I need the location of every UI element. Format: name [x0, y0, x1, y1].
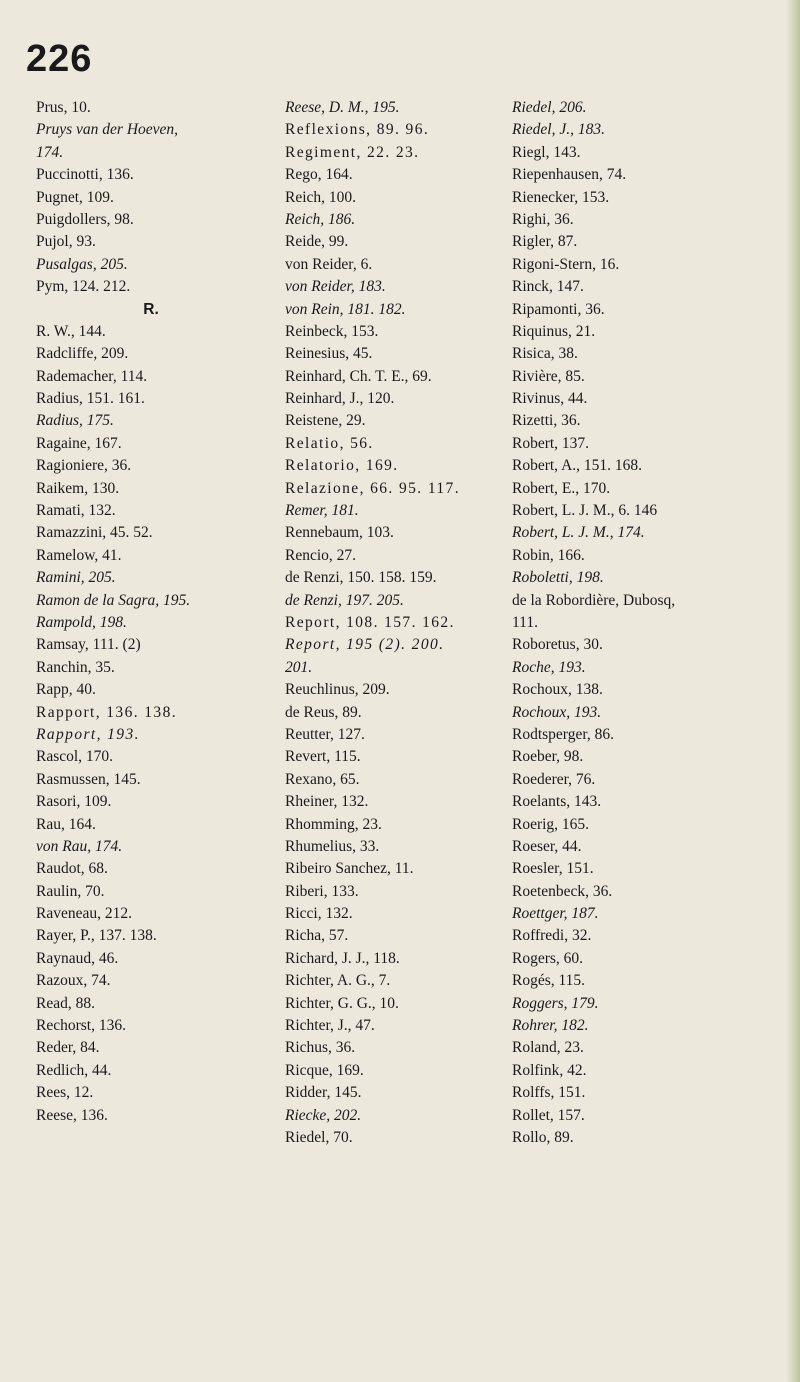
- index-entry: Robert, 137.: [512, 434, 590, 452]
- index-entry: Radius, 175.: [36, 412, 114, 430]
- index-entry: Pugnet, 109.: [36, 188, 114, 206]
- index-entry: Reinhard, J., 120.: [285, 390, 395, 408]
- index-entry: Rogés, 115.: [512, 972, 586, 990]
- index-entry: de Renzi, 197. 205.: [285, 591, 404, 609]
- index-entry: 201.: [285, 658, 313, 676]
- index-column-3: [512, 97, 782, 1149]
- index-entry: Reflexions, 89. 96.: [285, 121, 430, 139]
- index-entry: Ricci, 132.: [285, 905, 353, 923]
- index-entry: Reese, D. M., 195.: [285, 99, 400, 116]
- index-entry: Roboretus, 30.: [512, 636, 603, 654]
- index-entry: Regiment, 22. 23.: [285, 143, 420, 161]
- index-entry: Rochoux, 193.: [512, 703, 602, 721]
- page-number: 226: [26, 38, 93, 80]
- index-entry: Rivière, 85.: [512, 367, 585, 385]
- index-entry: Richter, A. G., 7.: [285, 972, 391, 990]
- index-entry: Rasori, 109.: [36, 793, 112, 811]
- index-column-2: [285, 97, 545, 1149]
- index-entry: Richter, G. G., 10.: [285, 994, 399, 1012]
- index-entry: Rennebaum, 103.: [285, 524, 394, 542]
- index-entry: von Rau, 174.: [36, 837, 123, 855]
- index-entry: Rees, 12.: [36, 1084, 94, 1102]
- index-entry: 111.: [512, 613, 538, 631]
- index-entry: Pruys van der Hoeven,: [36, 121, 179, 139]
- index-entry: Richus, 36.: [285, 1039, 356, 1057]
- index-entry: Robert, L. J. M., 6. 146: [512, 502, 658, 520]
- index-entry: Rizetti, 36.: [512, 412, 581, 430]
- index-entry: Report, 195 (2). 200.: [285, 636, 445, 654]
- index-entry: Ripamonti, 36.: [512, 300, 605, 318]
- index-entry: R. W., 144.: [36, 322, 106, 340]
- index-entry: de Reus, 89.: [285, 703, 362, 721]
- index-entry: Rapport, 193.: [36, 725, 140, 743]
- index-entry: Richard, J. J., 118.: [285, 949, 400, 967]
- index-entry: Reinesius, 45.: [285, 345, 373, 363]
- index-entry: Ridder, 145.: [285, 1084, 362, 1102]
- index-entry: von Reider, 183.: [285, 278, 386, 296]
- index-entry: Roeber, 98.: [512, 748, 584, 766]
- index-entry: Rheiner, 132.: [285, 793, 369, 811]
- index-entry: Raynaud, 46.: [36, 949, 119, 967]
- index-entry: de la Robordière, Dubosq,: [512, 591, 676, 609]
- index-entry: Ribeiro Sanchez, 11.: [285, 860, 414, 878]
- index-entry: Ramati, 132.: [36, 502, 116, 520]
- index-entry: Rolffs, 151.: [512, 1084, 586, 1102]
- index-entry: Riecke, 202.: [285, 1106, 362, 1124]
- index-entry: Richa, 57.: [285, 927, 349, 945]
- index-entry: Roche, 193.: [512, 658, 586, 676]
- index-entry: Roerig, 165.: [512, 815, 590, 833]
- index-entry: Rego, 164.: [285, 166, 353, 184]
- index-entry: Robert, L. J. M., 174.: [512, 524, 645, 542]
- index-entry: Roboletti, 198.: [512, 569, 604, 587]
- index-entry: Rascol, 170.: [36, 748, 114, 766]
- index-entry: Rapp, 40.: [36, 681, 96, 699]
- index-entry: Righi, 36.: [512, 210, 574, 228]
- index-entry: Puccinotti, 136.: [36, 166, 134, 184]
- index-entry: Rechorst, 136.: [36, 1017, 126, 1035]
- index-entry: Ramelow, 41.: [36, 546, 122, 564]
- index-entry: Rigoni-Stern, 16.: [512, 255, 620, 273]
- index-entry: Rohrer, 182.: [512, 1017, 589, 1035]
- index-entry: Raulin, 70.: [36, 882, 105, 900]
- index-entry: Revert, 115.: [285, 748, 361, 766]
- index-entry: Rienecker, 153.: [512, 188, 610, 206]
- index-entry: Reder, 84.: [36, 1039, 100, 1057]
- index-entry: Roelants, 143.: [512, 793, 602, 811]
- index-entry: Raudot, 68.: [36, 860, 108, 878]
- index-entry: Riedel, J., 183.: [512, 121, 605, 139]
- index-entry: Redlich, 44.: [36, 1061, 112, 1079]
- index-entry: Reide, 99.: [285, 233, 349, 251]
- index-entry: Radius, 151. 161.: [36, 390, 145, 408]
- index-entry: Roland, 23.: [512, 1039, 584, 1057]
- index-entry: Rencio, 27.: [285, 546, 357, 564]
- index-entry: Riedel, 70.: [285, 1128, 353, 1146]
- index-entry: Risica, 38.: [512, 345, 578, 363]
- index-entry: Riepenhausen, 74.: [512, 166, 627, 184]
- index-entry: Riedel, 206.: [512, 99, 587, 116]
- index-entry: Riquinus, 21.: [512, 322, 596, 340]
- index-entry: Reese, 136.: [36, 1106, 108, 1124]
- index-entry: Roederer, 76.: [512, 770, 596, 788]
- index-entry: Reinbeck, 153.: [285, 322, 379, 340]
- index-entry: Roeser, 44.: [512, 837, 582, 855]
- index-entry: Ragaine, 167.: [36, 434, 122, 452]
- index-entry: Rochoux, 138.: [512, 681, 603, 699]
- index-entry: Radcliffe, 209.: [36, 345, 129, 363]
- index-entry: Rolfink, 42.: [512, 1061, 587, 1079]
- index-entry: Read, 88.: [36, 994, 95, 1012]
- index-entry: Rasmussen, 145.: [36, 770, 141, 788]
- index-entry: Robin, 166.: [512, 546, 585, 564]
- index-entry: Reuchlinus, 209.: [285, 681, 390, 699]
- index-entry: Rampold, 198.: [36, 613, 127, 631]
- index-entry: Rhomming, 23.: [285, 815, 382, 833]
- index-entry: Raveneau, 212.: [36, 905, 132, 923]
- index-entry: Reich, 100.: [285, 188, 357, 206]
- index-entry: Rhumelius, 33.: [285, 837, 380, 855]
- index-entry: Prus, 10.: [36, 99, 91, 116]
- index-entry: Rivinus, 44.: [512, 390, 588, 408]
- index-entry: 174.: [36, 143, 64, 161]
- index-entry: Ragioniere, 36.: [36, 457, 132, 475]
- index-entry: Pusalgas, 205.: [36, 255, 128, 273]
- index-entry: Reich, 186.: [285, 210, 356, 228]
- section-letter-heading: R.: [143, 300, 159, 318]
- index-entry: Rodtsperger, 86.: [512, 725, 614, 743]
- index-entry: Puigdollers, 98.: [36, 210, 134, 228]
- index-entry: Riberi, 133.: [285, 882, 359, 900]
- index-entry: Rau, 164.: [36, 815, 96, 833]
- index-entry: Riegl, 143.: [512, 143, 581, 161]
- index-entry: Richter, J., 47.: [285, 1017, 375, 1035]
- index-entry: Pym, 124. 212.: [36, 278, 131, 296]
- index-entry: Roffredi, 32.: [512, 927, 592, 945]
- index-column-1: [36, 97, 296, 1127]
- index-entry: Reistene, 29.: [285, 412, 366, 430]
- index-entry: von Rein, 181. 182.: [285, 300, 406, 318]
- index-entry: Ramsay, 111. (2): [36, 636, 141, 654]
- index-entry: Rayer, P., 137. 138.: [36, 927, 157, 945]
- index-entry: Roetenbeck, 36.: [512, 882, 613, 900]
- index-entry: Pujol, 93.: [36, 233, 96, 251]
- index-entry: von Reider, 6.: [285, 255, 373, 273]
- index-entry: Robert, E., 170.: [512, 479, 611, 497]
- index-entry: Relatorio, 169.: [285, 457, 399, 475]
- index-entry: Ricque, 169.: [285, 1061, 364, 1079]
- index-entry: Rademacher, 114.: [36, 367, 148, 385]
- index-entry: Rollet, 157.: [512, 1106, 585, 1124]
- index-entry: Roggers, 179.: [512, 994, 599, 1012]
- index-entry: Ramini, 205.: [36, 569, 116, 587]
- index-entry: Rexano, 65.: [285, 770, 360, 788]
- index-entry: Ramon de la Sagra, 195.: [36, 591, 191, 609]
- index-entry: Ramazzini, 45. 52.: [36, 524, 153, 542]
- index-entry: Rollo, 89.: [512, 1128, 574, 1146]
- index-entry: Roettger, 187.: [512, 905, 599, 923]
- index-entry: Relazione, 66. 95. 117.: [285, 479, 460, 497]
- index-entry: Report, 108. 157. 162.: [285, 613, 455, 631]
- index-entry: Rapport, 136. 138.: [36, 703, 178, 721]
- index-entry: Raikem, 130.: [36, 479, 120, 497]
- index-entry: Rigler, 87.: [512, 233, 578, 251]
- index-entry: Rinck, 147.: [512, 278, 584, 296]
- page-edge-decoration: [786, 0, 800, 1382]
- index-entry: Rogers, 60.: [512, 949, 584, 967]
- index-entry: Roesler, 151.: [512, 860, 594, 878]
- index-entry: Robert, A., 151. 168.: [512, 457, 643, 475]
- index-entry: Razoux, 74.: [36, 972, 111, 990]
- index-entry: Remer, 181.: [285, 502, 359, 520]
- index-entry: Reinhard, Ch. T. E., 69.: [285, 367, 432, 385]
- index-entry: Reutter, 127.: [285, 725, 365, 743]
- index-entry: de Renzi, 150. 158. 159.: [285, 569, 437, 587]
- index-entry: Ranchin, 35.: [36, 658, 115, 676]
- index-entry: Relatio, 56.: [285, 434, 374, 452]
